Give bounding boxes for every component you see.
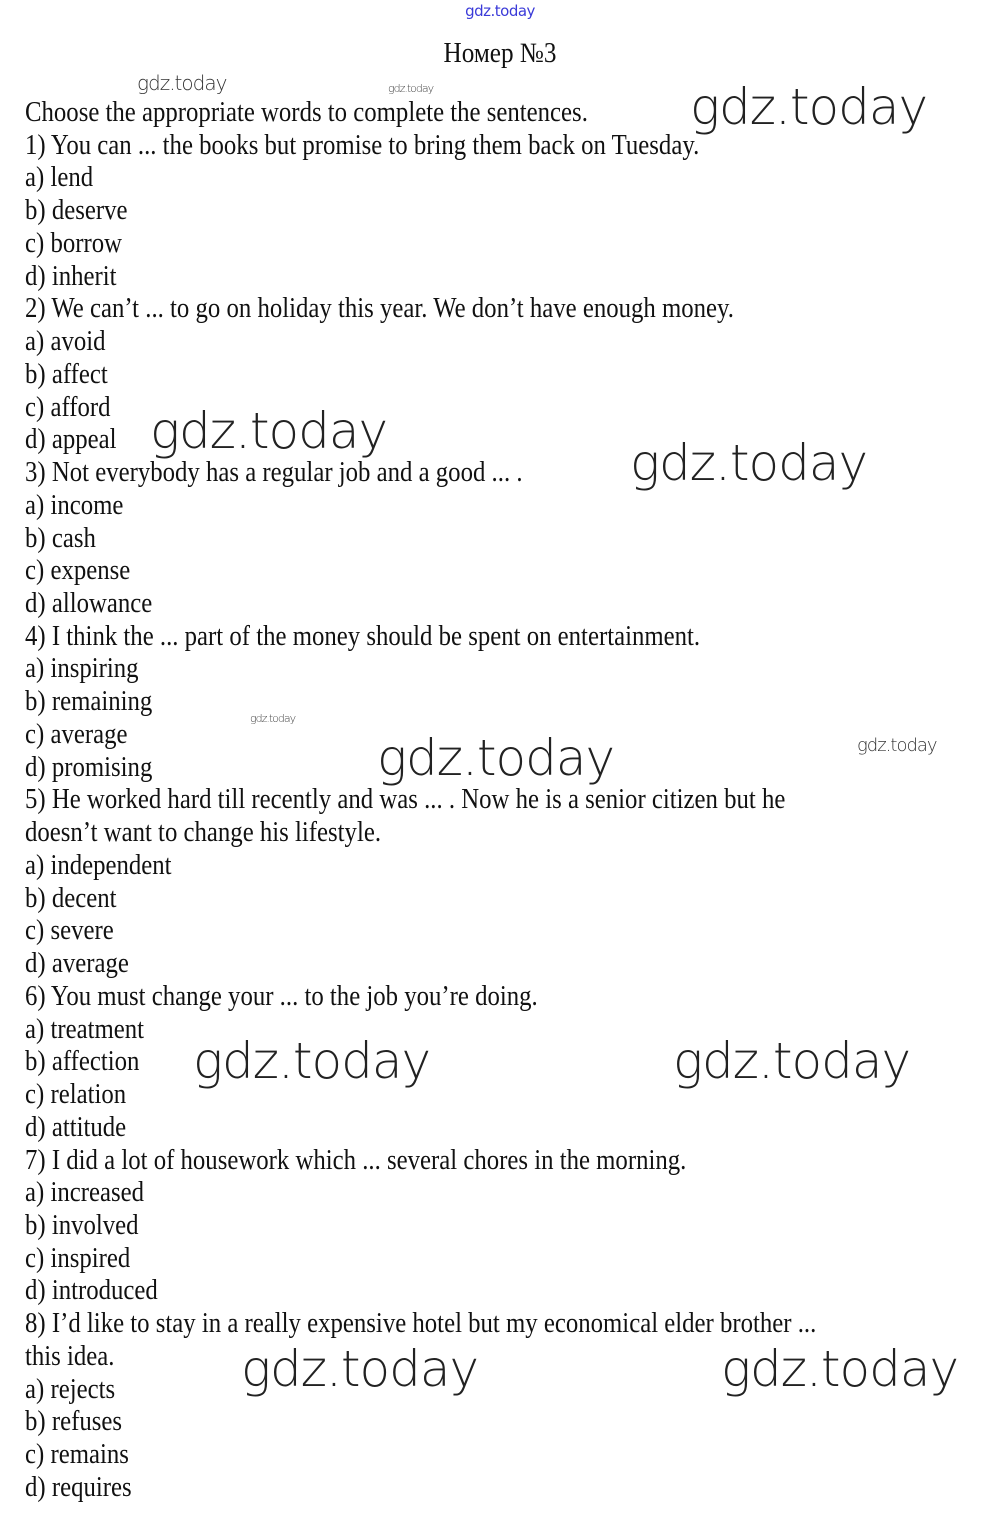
answer-option: d) requires — [25, 1471, 132, 1503]
question-text: 2) We can’t ... to go on holiday this year. We don’t have enough money. — [25, 293, 734, 325]
answer-option: d) introduced — [25, 1275, 158, 1307]
watermark: gdz.today — [690, 78, 928, 136]
watermark: gdz.today — [721, 1340, 959, 1398]
question-text: 7) I did a lot of housework which ... several chores in the morning. — [25, 1144, 687, 1176]
question-text: this idea. — [25, 1340, 115, 1372]
answer-option: c) relation — [25, 1079, 127, 1111]
answer-option: b) cash — [25, 522, 96, 554]
question-7 — [25, 1145, 954, 1309]
answer-option: a) independent — [25, 849, 172, 881]
question-text: 6) You must change your ... to the job you’re doing. — [25, 980, 538, 1012]
watermark: gdz.today — [150, 402, 388, 460]
answer-option: b) deserve — [25, 195, 128, 227]
watermark: gdz.today — [377, 729, 615, 787]
question-text: 4) I think the ... part of the money should be spent on entertainment. — [25, 620, 701, 652]
answer-option: d) attitude — [25, 1111, 127, 1143]
answer-option: d) average — [25, 948, 129, 980]
answer-option: a) increased — [25, 1177, 145, 1209]
answer-option: c) severe — [25, 915, 114, 947]
answer-option: d) appeal — [25, 424, 117, 456]
answer-option: c) afford — [25, 391, 111, 423]
answer-option: c) inspired — [25, 1242, 131, 1274]
question-text: 5) He worked hard till recently and was ... . Now he is a senior citizen but he — [25, 784, 786, 816]
question-1 — [25, 130, 954, 294]
question-text: 1) You can ... the books but promise to bring them back on Tuesday. — [25, 129, 700, 161]
exercise-content — [25, 97, 954, 1505]
answer-option: b) affection — [25, 1046, 140, 1078]
answer-option: b) involved — [25, 1209, 139, 1241]
answer-option: c) expense — [25, 555, 131, 587]
answer-option: d) inherit — [25, 260, 117, 292]
answer-option: b) refuses — [25, 1406, 123, 1438]
page-title: Номер №3 — [443, 38, 557, 69]
answer-option: b) remaining — [25, 686, 153, 718]
watermark: gdz.today — [193, 1032, 431, 1090]
watermark: gdz.today — [388, 82, 434, 95]
answer-option: c) remains — [25, 1439, 129, 1471]
answer-option: d) allowance — [25, 588, 153, 620]
answer-option: c) borrow — [25, 227, 123, 259]
answer-option: d) promising — [25, 751, 153, 783]
answer-option: a) treatment — [25, 1013, 145, 1045]
question-8 — [25, 1308, 954, 1504]
answer-option: a) income — [25, 489, 124, 521]
watermark: gdz.today — [630, 434, 868, 492]
watermark: gdz.today — [241, 1340, 479, 1398]
answer-option: a) inspiring — [25, 653, 139, 685]
watermark: gdz.today — [673, 1032, 911, 1090]
question-list — [25, 130, 954, 1505]
instruction: Choose the appropriate words to complete the sentences. — [25, 97, 588, 128]
answer-option: c) average — [25, 718, 128, 750]
question-text: doesn’t want to change his lifestyle. — [25, 817, 382, 849]
watermark: gdz.today — [857, 735, 937, 756]
header-watermark: gdz.today — [465, 2, 535, 20]
question-text: 3) Not everybody has a regular job and a good ... . — [25, 457, 523, 489]
answer-option: a) avoid — [25, 326, 106, 358]
answer-option: a) lend — [25, 162, 94, 194]
answer-option: a) rejects — [25, 1373, 116, 1405]
answer-option: b) affect — [25, 358, 108, 390]
question-text: 8) I’d like to stay in a really expensive hotel but my economical elder brother ... — [25, 1308, 817, 1340]
watermark: gdz.today — [250, 712, 296, 725]
question-5 — [25, 784, 954, 980]
answer-option: b) decent — [25, 882, 117, 914]
watermark: gdz.today — [137, 71, 227, 95]
